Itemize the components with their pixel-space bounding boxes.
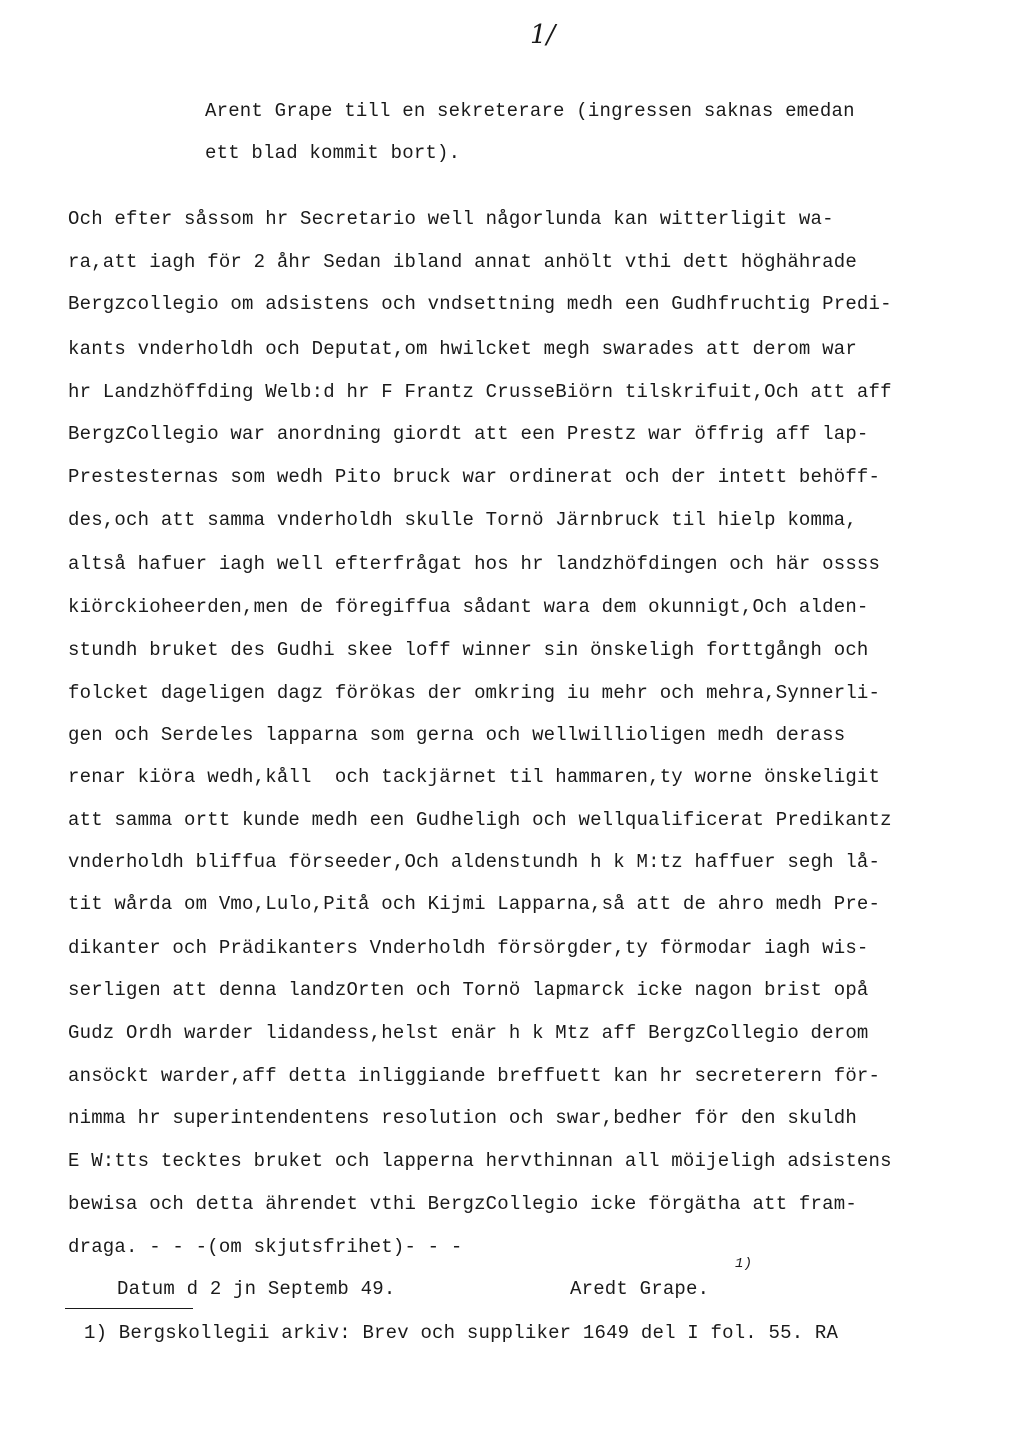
signature-name: Aredt Grape. bbox=[570, 1278, 710, 1300]
body-line-10: kiörckioheerden,men de föregiffua sådant wara dem okunnigt,Och alden- bbox=[68, 596, 869, 618]
body-line-21: ansöckt warder,aff detta inliggiande breffuett kan hr secreterern för- bbox=[68, 1065, 881, 1087]
body-line-1: Och efter såssom hr Secretario well någorlunda kan witterligit wa- bbox=[68, 208, 834, 230]
body-line-7: Prestesternas som wedh Pito bruck war ordinerat och der intett behöff- bbox=[68, 466, 881, 488]
body-line-9: altså hafuer iagh well efterfrågat hos hr landzhöfdingen och här ossss bbox=[68, 553, 881, 575]
body-line-3: Bergzcollegio om adsistens och vndsettning medh een Gudhfruchtig Predi- bbox=[68, 293, 892, 315]
body-line-5: hr Landzhöffding Welb:d hr F Frantz CrusseBiörn tilskrifuit,Och att aff bbox=[68, 381, 892, 403]
body-line-4: kants vnderholdh och Deputat,om hwilcket megh swarades att derom war bbox=[68, 338, 857, 360]
body-line-6: BergzCollegio war anordning giordt att een Prestz war öffrig aff lap- bbox=[68, 423, 869, 445]
page-mark: 1/ bbox=[530, 20, 556, 50]
body-line-11: stundh bruket des Gudhi skee loff winner sin önskeligh forttgångh och bbox=[68, 639, 869, 661]
body-line-19: serligen att denna landzOrten och Tornö lapmarck icke nagon brist opå bbox=[68, 979, 869, 1001]
body-line-20: Gudz Ordh warder lidandess,helst enär h k Mtz aff BergzCollegio derom bbox=[68, 1022, 869, 1044]
body-line-8: des,och att samma vnderholdh skulle Tornö Järnbruck til hielp komma, bbox=[68, 509, 857, 531]
body-line-14: renar kiöra wedh,kåll och tackjärnet til hammaren,ty worne önskeligit bbox=[68, 766, 881, 788]
body-line-24: bewisa och detta ährendet vthi BergzCollegio icke förgätha att fram- bbox=[68, 1193, 857, 1215]
body-line-12: folcket dageligen dagz förökas der omkring iu mehr och mehra,Synnerli- bbox=[68, 682, 881, 704]
intro-line-2: ett blad kommit bort). bbox=[205, 142, 461, 164]
body-line-18: dikanter och Prädikanters Vnderholdh försörgder,ty förmodar iagh wis- bbox=[68, 937, 869, 959]
body-line-22: nimma hr superintendentens resolution och swar,bedher för den skuldh bbox=[68, 1107, 857, 1129]
body-line-13: gen och Serdeles lapparna som gerna och wellwillioligen medh derass bbox=[68, 724, 846, 746]
body-line-2: ra,att iagh för 2 åhr Sedan ibland annat anhölt vthi dett höghährade bbox=[68, 251, 857, 273]
body-line-16: vnderholdh bliffua förseeder,Och aldenstundh h k M:tz haffuer segh lå- bbox=[68, 851, 881, 873]
body-line-15: att samma ortt kunde medh een Gudheligh och wellqualificerat Predikantz bbox=[68, 809, 892, 831]
footnote: 1) Bergskollegii arkiv: Brev och suppliker 1649 del I fol. 55. RA bbox=[84, 1322, 839, 1344]
body-line-17: tit wårda om Vmo,Lulo,Pitå och Kijmi Lapparna,så att de ahro medh Pre- bbox=[68, 893, 881, 915]
footnote-reference-mark: 1) bbox=[735, 1256, 753, 1272]
body-line-25: draga. - - -(om skjutsfrihet)- - - bbox=[68, 1236, 463, 1258]
body-line-23: E W:tts tecktes bruket och lapperna hervthinnan all möijeligh adsistens bbox=[68, 1150, 892, 1172]
footnote-divider bbox=[65, 1308, 193, 1309]
signature-date: Datum d 2 jn Septemb 49. bbox=[117, 1278, 396, 1300]
intro-line-1: Arent Grape till en sekreterare (ingressen saknas emedan bbox=[205, 100, 855, 122]
